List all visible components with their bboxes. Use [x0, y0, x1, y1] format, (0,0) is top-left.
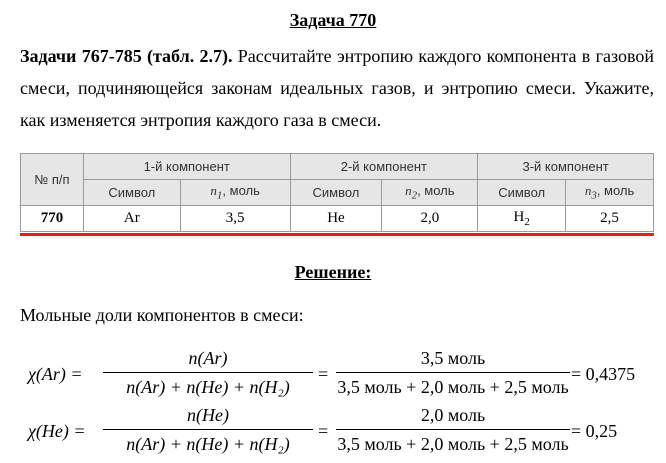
component-1-header: 1-й компонент — [83, 154, 290, 180]
c2-amount: 2,0 — [382, 206, 478, 232]
task-statement — [20, 40, 654, 136]
component-3-header: 3-й компонент — [478, 154, 654, 180]
formula-he: χ(He) = $\frac{n(He)}{\text{n(Ar) + n(He) + n(H₂)}}$ = 2,0 моль 3,5 моль + 2,0 моль + 2,5 моль = 0,25 — [28, 405, 618, 454]
solution-title: Решение: — [294, 262, 372, 282]
amount-header-3: $n_3$, моль — [566, 180, 654, 206]
fraction-numeric: 3,5 моль 3,5 моль + 2,0 моль + 2,5 моль — [337, 348, 569, 397]
formula-result: = 0,25 — [571, 421, 618, 441]
formula-lhs: χ(Ar) = — [28, 364, 83, 384]
rownum-header: № п/п — [21, 154, 84, 206]
fraction-numeric: 2,0 моль 3,5 моль + 2,0 моль + 2,5 моль — [337, 405, 569, 454]
c1-amount: 3,5 — [180, 206, 290, 232]
c3-symbol: $H_2$ — [478, 206, 566, 232]
symbol-header-1: Символ — [83, 180, 180, 206]
c2-symbol: He — [290, 206, 382, 232]
row-number: 770 — [21, 206, 84, 232]
formula-lhs: χ(He) = — [28, 421, 86, 441]
table-row — [21, 206, 654, 232]
fraction-symbolic: $\frac{n(He)}{\text{n(Ar) + n(He) + n(H₂)}}$ — [103, 403, 313, 456]
amount-header-1: $n_1$, моль — [180, 180, 290, 206]
intro-text: Мольные доли компонентов в смеси: — [20, 305, 304, 325]
page-title: Задача 770 — [289, 10, 377, 30]
c3-amount: 2,5 — [566, 206, 654, 232]
formula-result: = 0,4375 — [571, 364, 636, 384]
table-underline — [20, 233, 654, 236]
formula-ar: χ(Ar) = $\frac{n(Ar)}{\text{n(Ar) + n(He) + n(H₂)}}$ = 3,5 моль 3,5 моль + 2,0 моль + 2,5 моль = 0,4375 — [28, 348, 636, 397]
component-2-header: 2-й компонент — [290, 154, 478, 180]
symbol-header-2: Символ — [290, 180, 382, 206]
task-text: Рассчитайте энтропию каждого компонента в газовой смеси, подчиняющейся законам идеальных газов, и энтропию смеси. Укажите, как изменяется энтропия каждого газа в смеси. — [20, 46, 654, 130]
c1-symbol: Ar — [83, 206, 180, 232]
components-table — [20, 153, 654, 232]
symbol-header-3: Символ — [478, 180, 566, 206]
fraction-symbolic: $\frac{n(Ar)}{\text{n(Ar) + n(He) + n(H₂)}}$ — [103, 346, 313, 399]
amount-header-2: $n_2$, моль — [382, 180, 478, 206]
task-label: Задачи 767-785 (табл. 2.7). — [20, 46, 233, 66]
